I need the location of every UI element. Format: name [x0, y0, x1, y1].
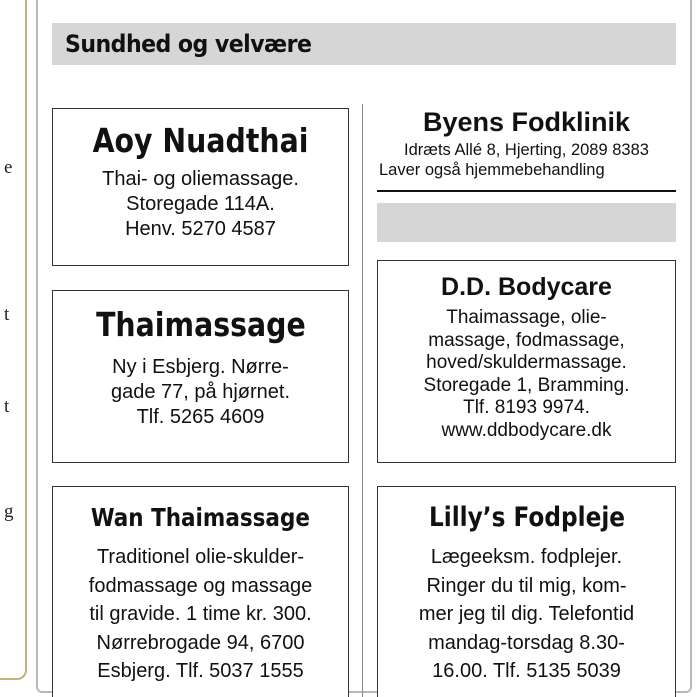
ad-line: Laver også hjemmebehandling — [379, 161, 605, 179]
ad-line: Tlf. 5265 4609 — [136, 406, 265, 428]
section-header — [52, 23, 676, 65]
ad-line: mer jeg til dig. Telefontid — [418, 603, 635, 625]
ad-line: Ringer du til mig, kom- — [426, 574, 627, 597]
ad-line: Ny i Esbjerg. Nørre- — [112, 356, 289, 378]
ad-line: Idræts Allé 8, Hjerting, 2089 8383 — [404, 141, 649, 159]
ad-underline — [377, 190, 676, 193]
ad-title: Lilly’s Fodpleje — [428, 502, 625, 533]
text-fragment: t — [4, 304, 10, 325]
ad-dd-bodycare — [377, 260, 676, 463]
ad-line: Henv. 5270 4587 — [125, 218, 276, 240]
text-fragment: e — [4, 157, 13, 178]
ad-line: Esbjerg. Tlf. 5037 1555 — [97, 660, 304, 682]
ad-title: Thaimassage — [95, 305, 306, 344]
ad-line: Storegade 114A. — [126, 193, 275, 215]
ad-line: Lægeeksm. fodplejer. — [430, 546, 623, 568]
ad-title: D.D. Bodycare — [441, 273, 612, 301]
ad-line: Storegade 1, Bramming. — [423, 374, 630, 396]
ad-line: fodmassage og massage — [88, 574, 313, 597]
ad-line: til gravide. 1 time kr. 300. — [89, 603, 312, 625]
column-divider — [362, 104, 363, 697]
empty-ad-slot — [377, 203, 676, 242]
ad-line: Thaimassage, olie- — [446, 307, 607, 328]
ad-title: Byens Fodklinik — [422, 107, 631, 137]
ad-title: Aoy Nuadthai — [92, 121, 309, 160]
ad-line: hoved/skuldermassage. — [426, 352, 627, 373]
ad-title: Wan Thaimassage — [90, 503, 311, 532]
ad-line: massage, fodmassage, — [428, 329, 625, 351]
ad-line: Traditionel olie-skulder- — [96, 546, 305, 568]
ad-line: mandag-torsdag 8.30- — [428, 631, 625, 654]
ad-byens-fodklinik — [377, 100, 676, 192]
ad-line: Thai- og oliemassage. — [102, 168, 299, 190]
text-fragment: t — [4, 396, 10, 417]
adjacent-column-fragment — [0, 0, 27, 680]
ad-line: 16.00. Tlf. 5135 5039 — [432, 660, 621, 682]
ad-thaimassage — [52, 290, 349, 463]
ad-line: Nørrebrogade 94, 6700 — [96, 631, 305, 654]
ad-wan-thaimassage — [52, 486, 349, 697]
ad-line: www.ddbodycare.dk — [441, 419, 612, 441]
ad-aoy-nuadthai — [52, 108, 349, 266]
text-fragment: g — [4, 501, 14, 522]
ad-lillys-fodpleje — [377, 486, 676, 697]
ad-line: Tlf. 8193 9974. — [463, 397, 590, 418]
section-title: Sundhed og velvære — [65, 30, 312, 58]
ad-line: gade 77, på hjørnet. — [110, 381, 290, 403]
